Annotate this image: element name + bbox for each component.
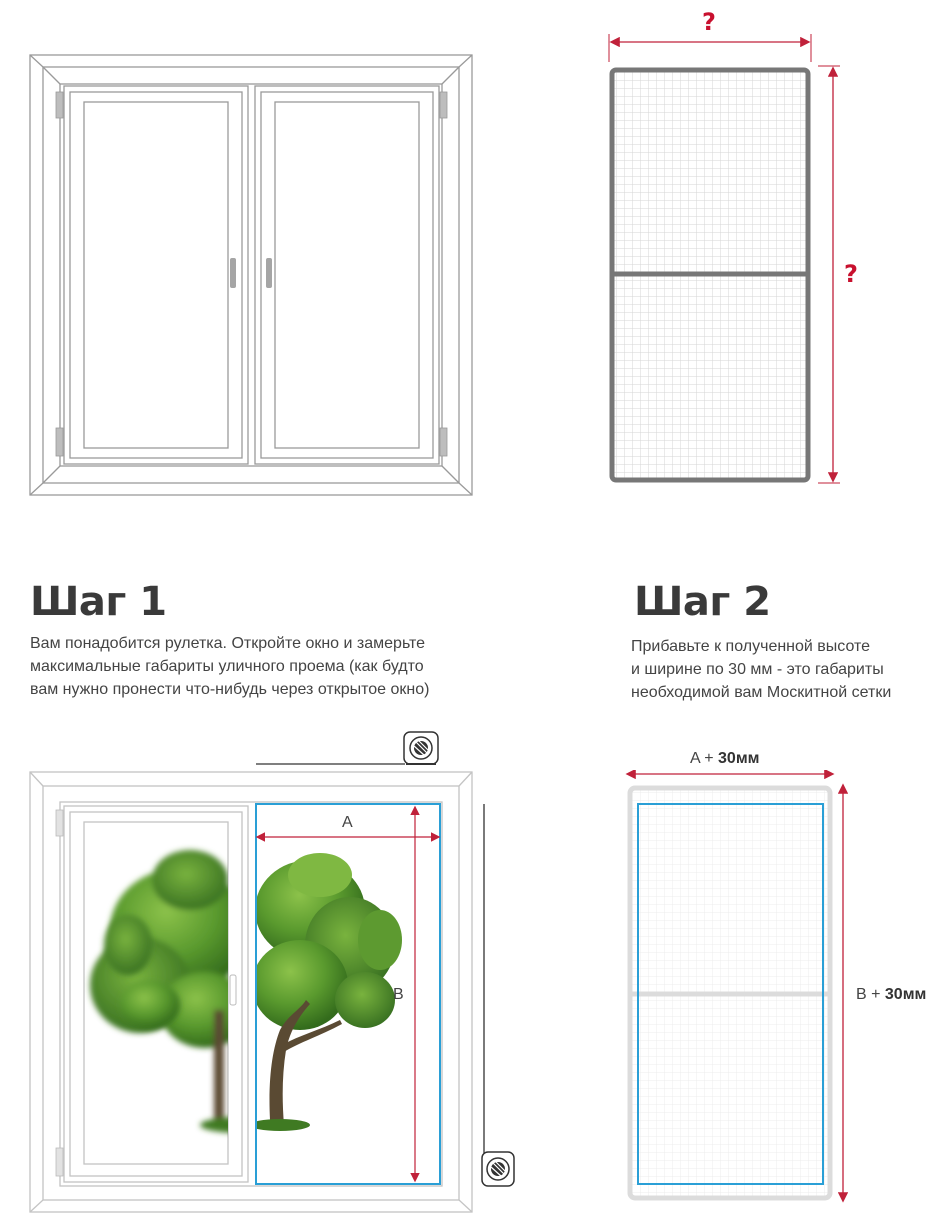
unknown-height-mark: ?: [844, 260, 858, 288]
window-measure-illustration: [0, 720, 540, 1220]
step2-line-1: Прибавьте к полученной высоте: [631, 638, 871, 655]
step2-description: [631, 635, 931, 704]
net-unknown-dimensions: [590, 0, 890, 500]
window-drawing-top: [0, 0, 500, 520]
step1-description: [30, 632, 480, 701]
net-height-prefix: B +: [856, 986, 885, 1003]
step1-line-1: Вам понадобится рулетка. Откройте окно и замерьте: [30, 635, 426, 652]
net-height-label: [856, 986, 926, 1004]
unknown-width-mark: ?: [702, 8, 716, 36]
step2-line-3: необходимой вам Москитной сетки: [631, 684, 892, 701]
dimension-label-b: B: [393, 986, 404, 1003]
tape-measure-icon: [478, 1148, 520, 1190]
net-height-value: 30мм: [884, 986, 927, 1003]
step1-title: Шаг 1: [30, 579, 167, 625]
step1-line-3: вам нужно пронести что-нибудь через открытое окно): [30, 681, 430, 698]
net-width-prefix: A +: [690, 750, 719, 767]
net-width-value: 30мм: [718, 750, 760, 767]
net-width-label: [690, 750, 760, 768]
step2-line-2: и ширине по 30 мм - это габариты: [631, 661, 884, 678]
dimension-label-a: A: [342, 814, 353, 831]
tape-measure-icon: [400, 728, 442, 770]
step1-line-2: максимальные габариты уличного проема (как будто: [30, 658, 424, 675]
net-final-size: [600, 770, 860, 1210]
step2-title: Шаг 2: [634, 579, 771, 625]
